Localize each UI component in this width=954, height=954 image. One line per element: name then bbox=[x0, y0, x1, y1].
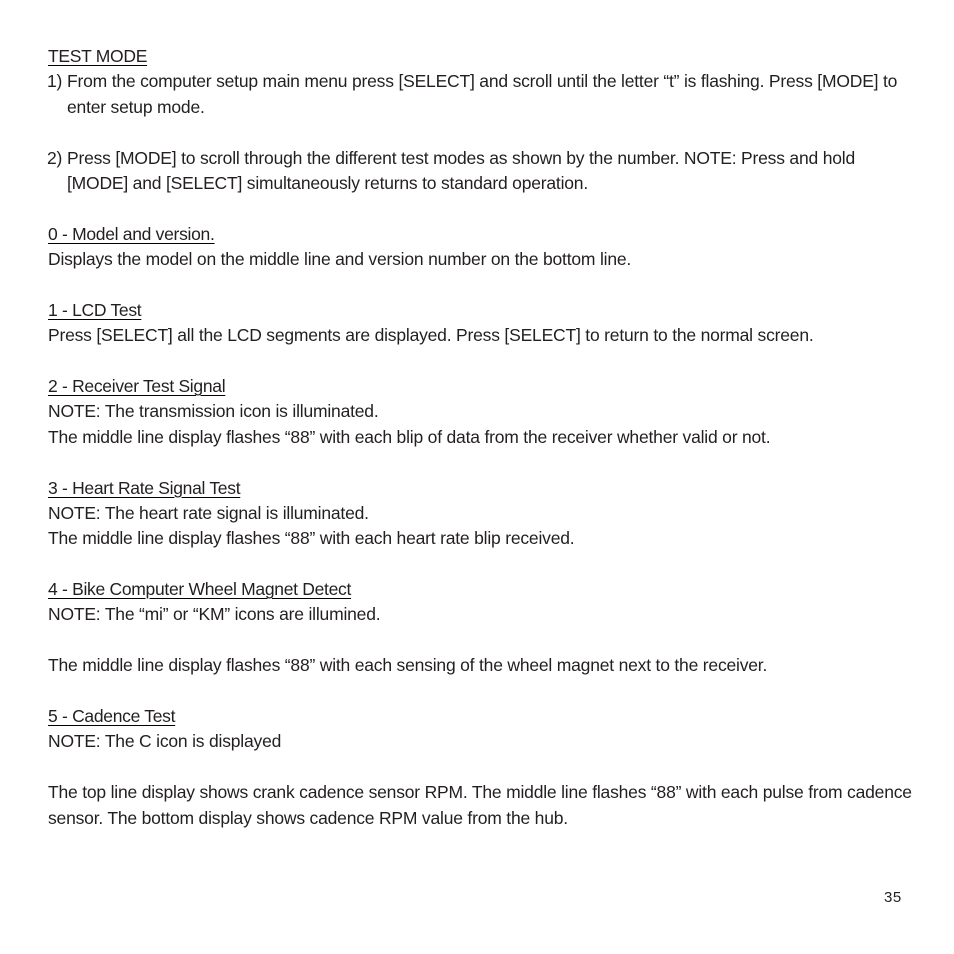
section-4-heading: 4 - Bike Computer Wheel Magnet Detect bbox=[48, 579, 352, 599]
section-0-heading: 0 - Model and version. bbox=[48, 224, 215, 244]
step-1 bbox=[48, 69, 918, 120]
section-2-note: NOTE: The transmission icon is illuminated. bbox=[48, 401, 379, 421]
section-0-text: Displays the model on the middle line and version number on the bottom line. bbox=[48, 249, 632, 269]
section-5-note: NOTE: The C icon is displayed bbox=[48, 731, 282, 751]
section-3-heading: 3 - Heart Rate Signal Test bbox=[48, 477, 241, 498]
step-2-number: 2) bbox=[47, 147, 63, 168]
section-1-text: Press [SELECT] all the LCD segments are displayed. Press [SELECT] to return to the normal screen. bbox=[48, 325, 814, 345]
section-3-note: NOTE: The heart rate signal is illuminated. bbox=[48, 502, 369, 523]
step-1-number: 1) bbox=[47, 71, 63, 91]
section-1-heading: 1 - LCD Test bbox=[48, 300, 142, 320]
section-4-note: NOTE: The “mi” or “KM” icons are illumined. bbox=[48, 604, 381, 624]
section-2-text: The middle line display flashes “88” with each blip of data from the receiver whether valid or not. bbox=[48, 426, 771, 447]
section-2-heading: 2 - Receiver Test Signal bbox=[48, 376, 226, 396]
section-3-text: The middle line display flashes “88” with each heart rate blip received. bbox=[48, 528, 575, 548]
section-5-text: The top line display shows crank cadence sensor RPM. The middle line flashes “88” with each pulse from cadence sensor. The bottom display shows cadence RPM value from the hub. bbox=[48, 782, 912, 828]
test-mode-heading: TEST MODE bbox=[48, 46, 148, 66]
section-5-heading: 5 - Cadence Test bbox=[48, 706, 176, 726]
page-number: 35 bbox=[884, 889, 902, 906]
manual-page bbox=[48, 44, 918, 831]
step-2 bbox=[48, 146, 918, 197]
section-4-text: The middle line display flashes “88” with each sensing of the wheel magnet next to the receiver. bbox=[48, 655, 768, 675]
step-1-text: From the computer setup main menu press [SELECT] and scroll until the letter “t” is flashing. Press [MODE] to enter setup mode. bbox=[67, 71, 898, 117]
step-2-text: Press [MODE] to scroll through the different test modes as shown by the number. NOTE: Press and hold [MODE] and [SELECT] simultaneously returns to standard operation. bbox=[67, 147, 855, 193]
